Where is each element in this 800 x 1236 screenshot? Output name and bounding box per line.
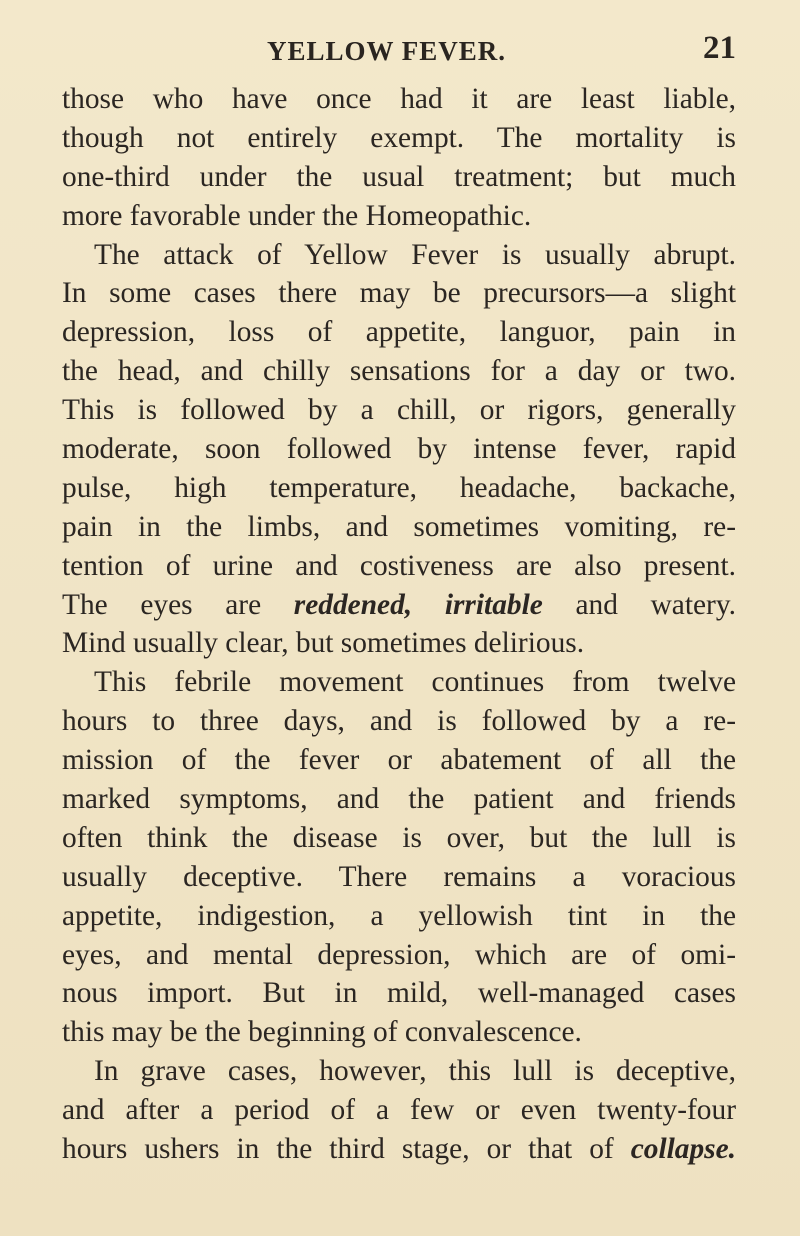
text-line: The attack of Yellow Fever is usually abrupt. (94, 238, 736, 271)
text-line: the head, and chilly sensations for a day or two. (62, 355, 736, 388)
running-title: YELLOW FEVER. (267, 36, 507, 66)
emphasis-text: reddened, (293, 588, 413, 621)
emphasis-text: collapse. (630, 1133, 736, 1166)
text-line: those who have once had it are least liable, (62, 83, 736, 115)
text-span: The eyes are (62, 588, 294, 621)
text-line: this may be the beginning of convalescence. (62, 1016, 582, 1049)
text-line: pain in the limbs, and sometimes vomiting, re- (62, 510, 736, 543)
body-text (62, 80, 736, 1169)
text-line: pulse, high temperature, headache, backache, (62, 471, 736, 504)
page-number: 21 (703, 30, 736, 66)
text-span: hours ushers in the third stage, or that of (62, 1133, 631, 1166)
text-line: tention of urine and costiveness are also present. (62, 549, 736, 582)
text-line: marked symptoms, and the patient and friends (62, 783, 736, 816)
text-span (412, 589, 445, 621)
text-line: mission of the fever or abatement of all the (62, 744, 736, 777)
text-line: often think the disease is over, but the lull is (62, 821, 736, 854)
text-line: eyes, and mental depression, which are of omi- (62, 938, 736, 971)
text-line: This is followed by a chill, or rigors, generally (62, 394, 736, 427)
emphasis-text: irritable (444, 588, 543, 621)
page-header (62, 30, 736, 74)
text-line: In grave cases, however, this lull is deceptive, (94, 1055, 736, 1088)
text-line: more favorable under the Homeopathic. (62, 199, 532, 232)
text-line: appetite, indigestion, a yellowish tint in the (62, 899, 736, 932)
text-line: This febrile movement continues from twelve (94, 666, 736, 699)
text-line: moderate, soon followed by intense fever, rapid (62, 433, 736, 466)
text-line: hours to three days, and is followed by a re- (62, 705, 736, 738)
text-line: though not entirely exempt. The mortality is (62, 121, 736, 154)
text-line: In some cases there may be precursors—a slight (62, 277, 736, 310)
text-line: Mind usually clear, but sometimes delirious. (62, 627, 585, 660)
text-line: nous import. But in mild, well-managed cases (62, 977, 736, 1010)
text-line: depression, loss of appetite, languor, pain in (62, 316, 736, 349)
text-span: and watery. (542, 588, 736, 621)
text-line: and after a period of a few or even twenty-four (62, 1094, 736, 1127)
text-line (62, 1130, 736, 1169)
text-line: usually deceptive. There remains a voracious (62, 860, 736, 893)
text-line: one-third under the usual treatment; but much (62, 160, 736, 193)
text-line (62, 586, 736, 625)
